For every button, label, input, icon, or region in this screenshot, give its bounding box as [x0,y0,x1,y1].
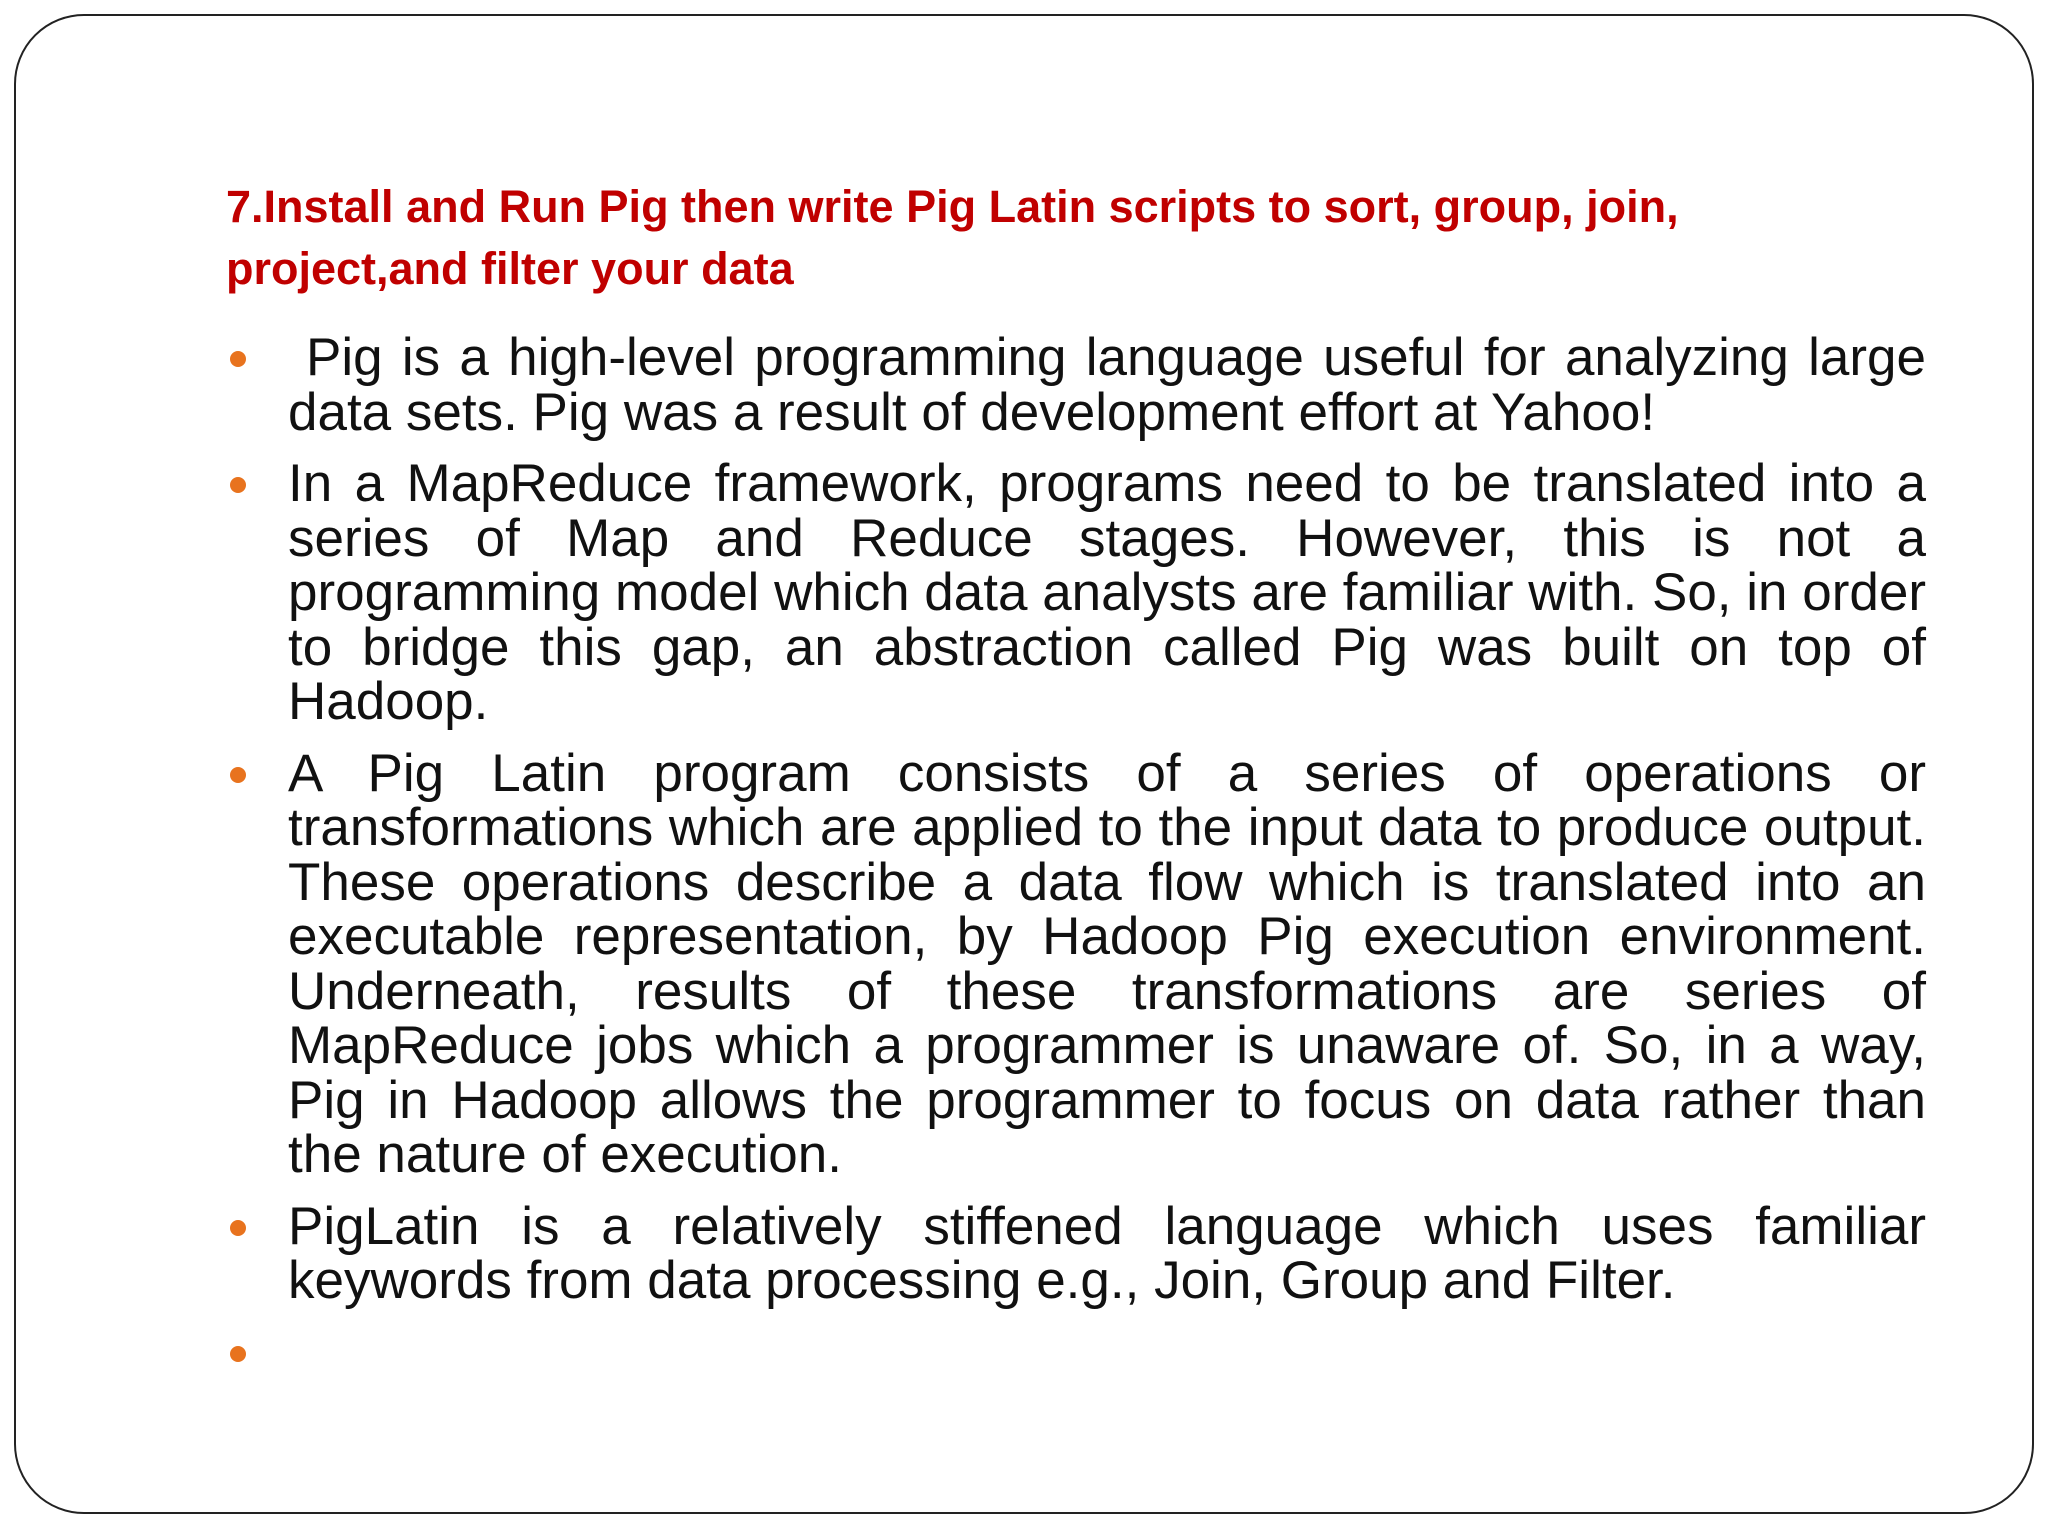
list-item [226,1196,1926,1310]
bullet-text: A Pig Latin program consists of a series of operations or transformations which are applied to the input data to produce output. These operations describe a data flow which is translated into an executable representation, by Hadoop Pig execution environment. Underneath, results of these transformations are series of MapReduce jobs which a programmer is unaware of. So, in a way, Pig in Hadoop allows the programmer to focus on data rather than the nature of execution. [288,743,1926,1184]
bullet-list [226,328,1926,1399]
list-item [226,328,1926,442]
bullet-dot-icon [230,477,246,493]
slide-title: 7.Install and Run Pig then write Pig Latin scripts to sort, group, join, project,and filter your data [226,181,1679,294]
bullet-text: PigLatin is a relatively stiffened language which uses familiar keywords from data processing e.g., Join, Group and Filter. [288,1196,1926,1310]
list-item [226,743,1926,1184]
bullet-text: In a MapReduce framework, programs need to be translated into a series of Map and Reduce stages. However, this is not a programming model which data analysts are familiar with. So, in order to bridge this gap, an abstraction called Pig was built on top of Hadoop. [288,454,1926,731]
bullet-dot-icon [230,1346,246,1362]
bullet-dot-icon [230,351,246,367]
bullet-dot-icon [230,767,246,783]
bullet-text: Pig is a high-level programming language useful for analyzing large data sets. Pig was a result of development effort at Yahoo! [288,328,1926,442]
list-item [226,454,1926,731]
list-item [226,1326,1926,1382]
bullet-dot-icon [230,1220,246,1236]
